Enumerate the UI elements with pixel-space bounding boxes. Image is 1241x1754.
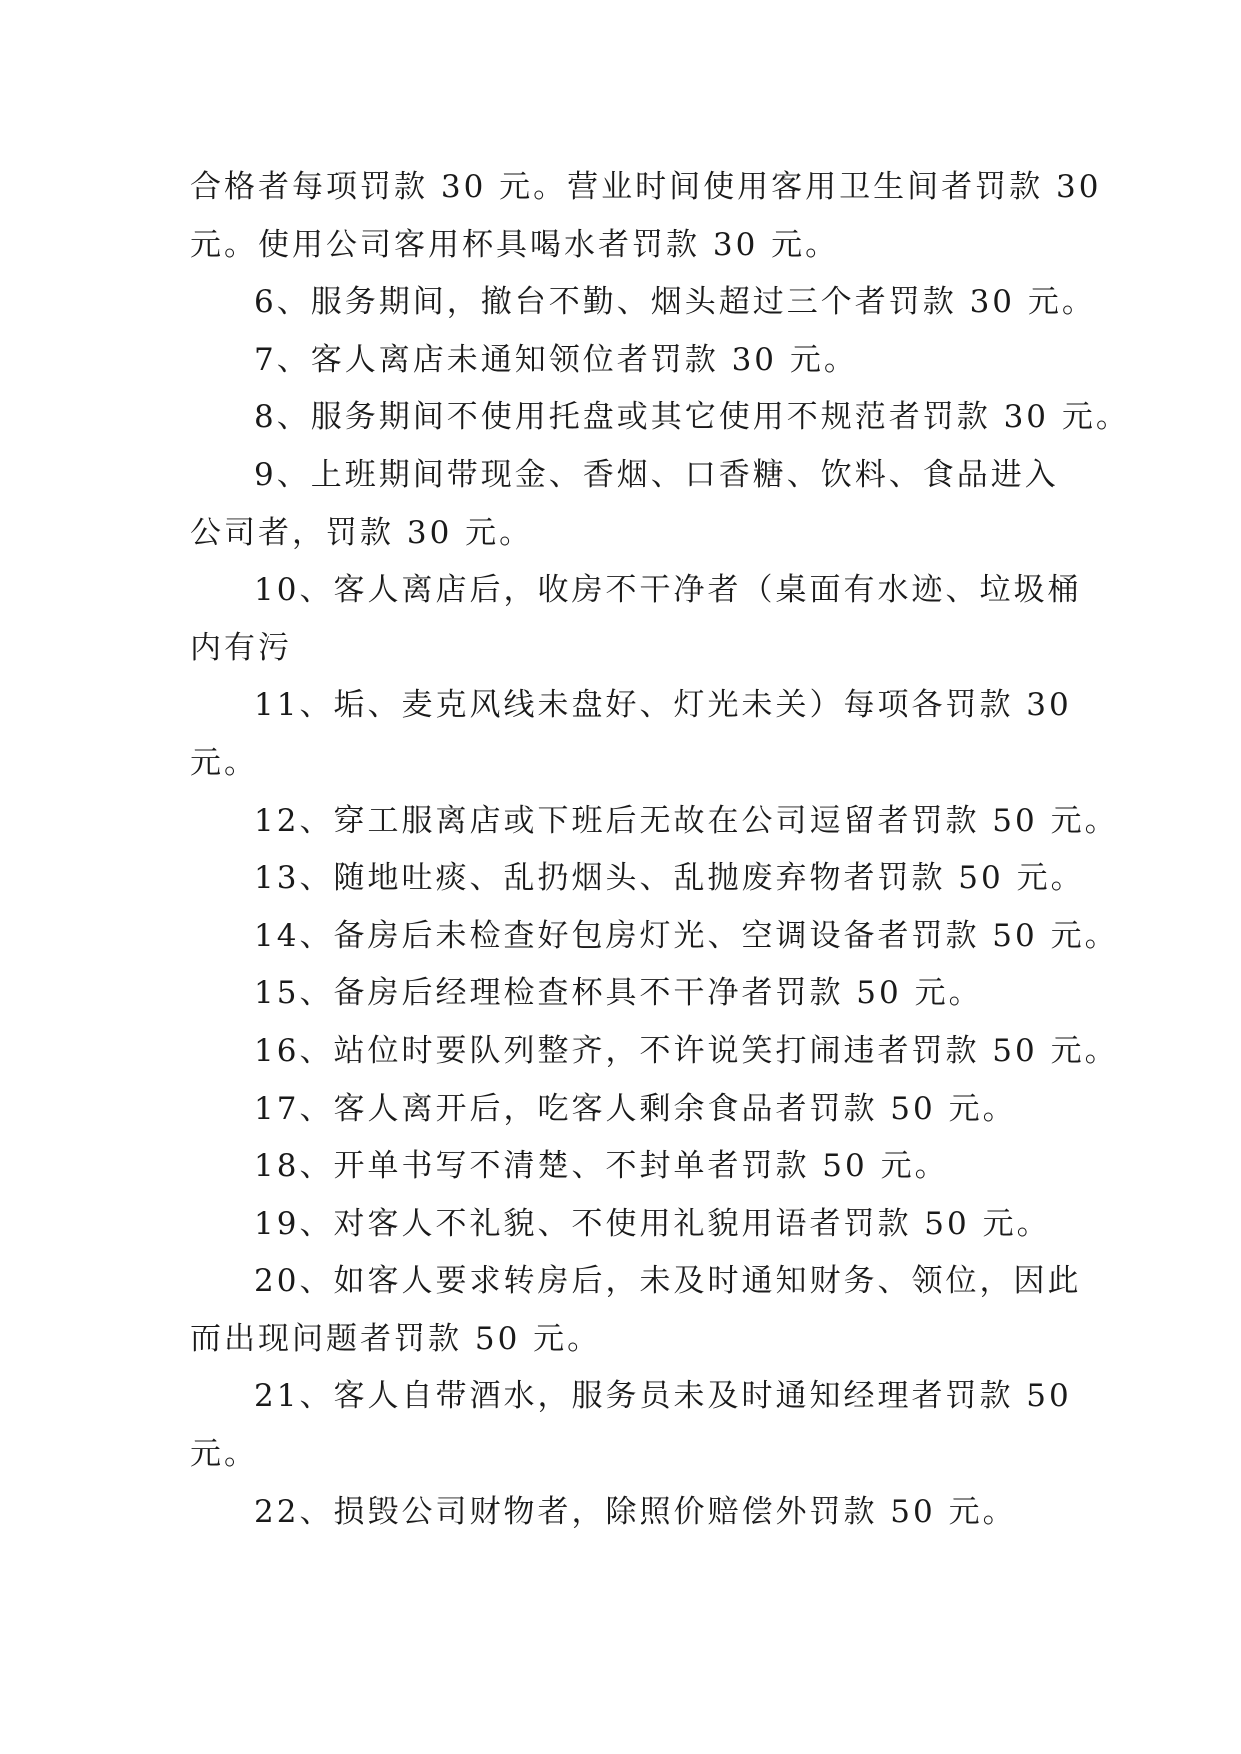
rule-item-18: 18、开单书写不清楚、不封单者罚款 50 元。: [254, 1148, 949, 1185]
rule-item-14: 14、备房后未检查好包房灯光、空调设备者罚款 50 元。: [254, 917, 1119, 954]
text-line: 元。: [190, 744, 258, 781]
rule-item-7: 7、客人离店未通知领位者罚款 30 元。: [254, 341, 858, 378]
rule-item-12: 12、穿工服离店或下班后无故在公司逗留者罚款 50 元。: [254, 802, 1119, 839]
text-line: 元。: [190, 1436, 258, 1473]
rule-item-21: 21、客人自带酒水，服务员未及时通知经理者罚款 50: [254, 1378, 1072, 1415]
rule-item-15: 15、备房后经理检查杯具不干净者罚款 50 元。: [254, 975, 983, 1012]
rule-item-13: 13、随地吐痰、乱扔烟头、乱抛废弃物者罚款 50 元。: [254, 860, 1085, 897]
text-line: 元。使用公司客用杯具喝水者罚款 30 元。: [190, 226, 840, 263]
rule-item-6: 6、服务期间，撤台不勤、烟头超过三个者罚款 30 元。: [254, 284, 1096, 321]
rule-item-20: 20、如客人要求转房后，未及时通知财务、领位，因此: [254, 1263, 1082, 1300]
text-line: 合格者每项罚款 30 元。营业时间使用客用卫生间者罚款 30: [190, 169, 1102, 205]
text-line: 内有污: [190, 629, 292, 666]
text-line: 而出现问题者罚款 50 元。: [190, 1320, 602, 1357]
rule-item-22: 22、损毁公司财物者，除照价赔偿外罚款 50 元。: [254, 1493, 1017, 1530]
rule-item-19: 19、对客人不礼貌、不使用礼貌用语者罚款 50 元。: [254, 1205, 1051, 1242]
rule-item-11: 11、垢、麦克风线未盘好、灯光未关）每项各罚款 30: [254, 687, 1072, 724]
rule-item-16: 16、站位时要队列整齐，不许说笑打闹违者罚款 50 元。: [254, 1032, 1119, 1069]
text-line: 公司者，罚款 30 元。: [190, 514, 534, 551]
rule-item-8: 8、服务期间不使用托盘或其它使用不规范者罚款 30 元。: [254, 399, 1130, 436]
rule-item-9: 9、上班期间带现金、香烟、口香糖、饮料、食品进入: [254, 456, 1059, 493]
document-body: [190, 159, 1130, 1541]
rule-item-17: 17、客人离开后，吃客人剩余食品者罚款 50 元。: [254, 1090, 1017, 1127]
rule-item-10: 10、客人离店后，收房不干净者（桌面有水迹、垃圾桶: [254, 572, 1082, 609]
